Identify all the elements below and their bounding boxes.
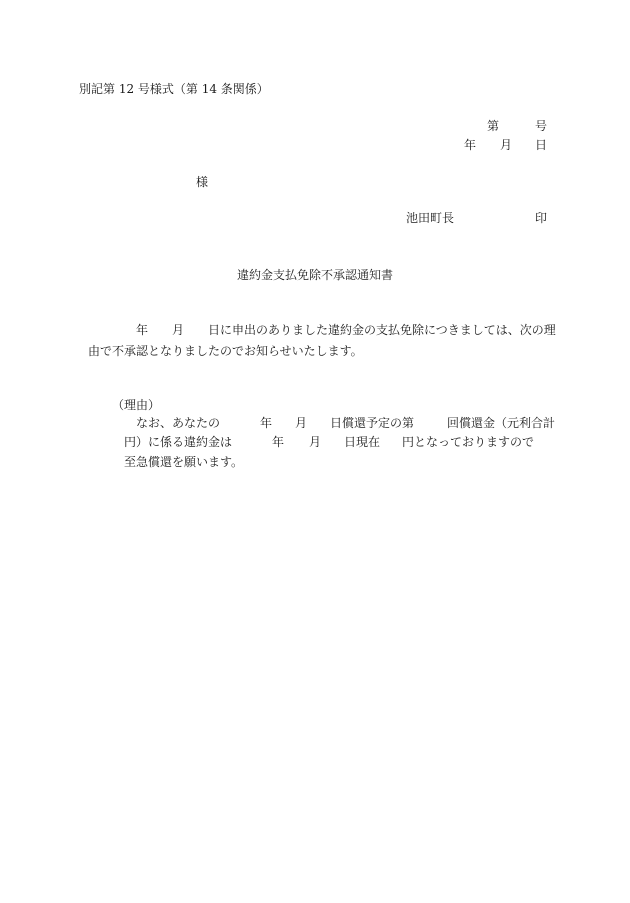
sender-seal: 印 (535, 211, 548, 225)
body-month: 月 (172, 323, 185, 337)
addressee-honorific: 様 (196, 175, 209, 189)
number-suffix: 号 (535, 119, 548, 133)
reason-line1-b: 年 (260, 416, 273, 430)
reason-line1-e: 回償還金（元利合計 (447, 416, 556, 430)
form-label: 別記第 12 号様式（第 14 条関係） (79, 82, 269, 96)
reason-line1-c: 月 (295, 416, 308, 430)
body-year: 年 (136, 323, 149, 337)
reason-line2-d: 日現在 (344, 435, 381, 449)
reason-line2-b: 年 (272, 435, 285, 449)
date-month: 月 (500, 138, 513, 152)
number-prefix: 第 (487, 119, 500, 133)
reason-line2-a: 円）に係る違約金は (124, 435, 233, 449)
reason-line-3: 至急償還を願います。 (124, 455, 244, 469)
document-title: 違約金支払免除不承認通知書 (237, 268, 394, 282)
body-day-text: 日に申出のありました違約金の支払免除につきましては、次の理 (208, 323, 556, 337)
reason-line1-d: 日償還予定の第 (330, 416, 415, 430)
reason-heading: （理由） (112, 398, 161, 412)
reason-line2-c: 月 (309, 435, 322, 449)
date-day: 日 (535, 138, 548, 152)
date-year: 年 (464, 138, 477, 152)
reason-line1-a: なお、あなたの (136, 416, 221, 430)
body-line-2: 由で不承認となりましたのでお知らせいたします。 (88, 344, 363, 358)
reason-line2-e: 円となっておりますので (402, 435, 535, 449)
sender-name: 池田町長 (406, 211, 455, 225)
